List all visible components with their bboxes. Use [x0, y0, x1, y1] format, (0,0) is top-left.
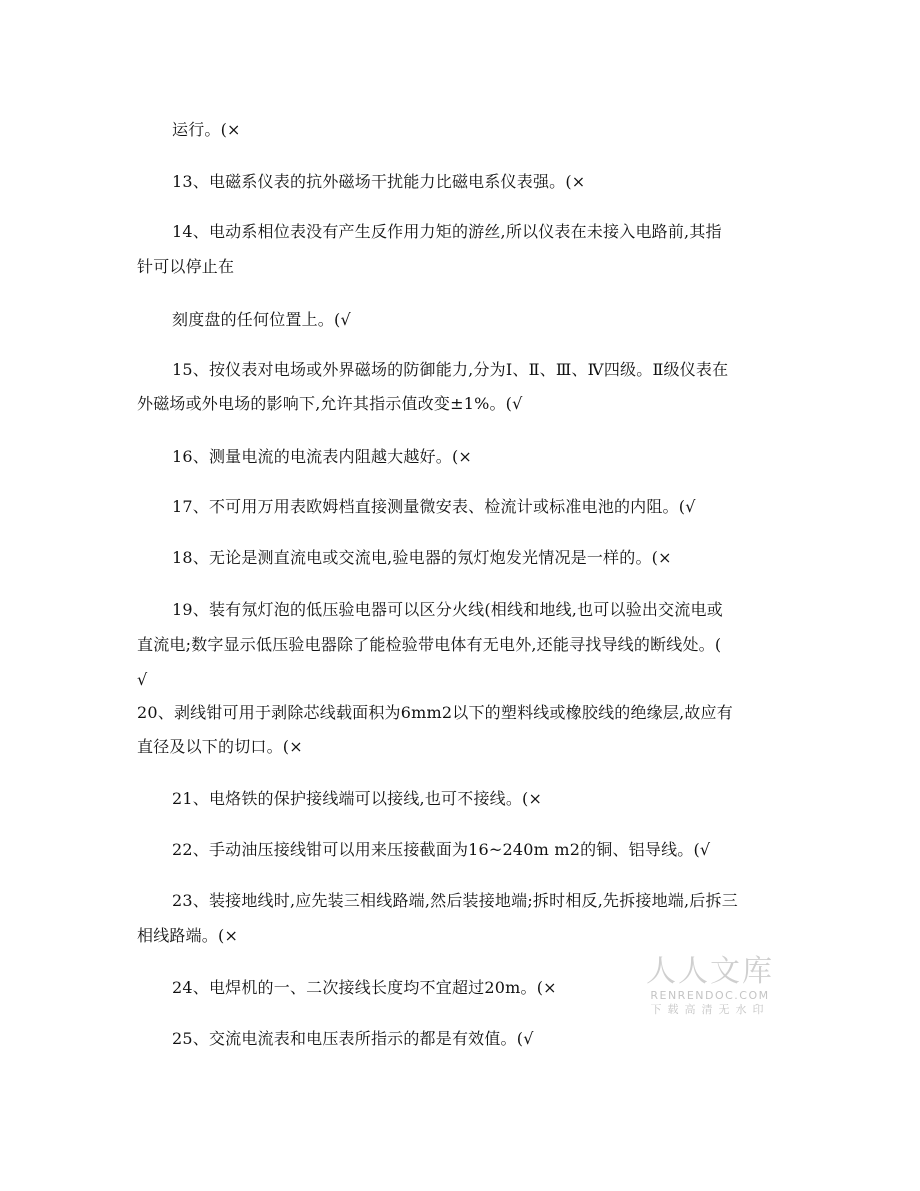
text-line-12: 直流电;数字显示低压验电器除了能检验带电体有无电外,还能寻找导线的断线处。( [137, 635, 722, 654]
text-line-9: 17、不可用万用表欧姆档直接测量微安表、检流计或标准电池的内阻。(√ [172, 497, 696, 516]
text-line-11: 19、装有氖灯泡的低压验电器可以区分火线(相线和地线,也可以验出交流电或 [172, 600, 723, 619]
watermark-logo [640, 955, 780, 1017]
text-line-13: √ [137, 670, 148, 689]
text-line-15: 直径及以下的切口。(× [137, 737, 303, 756]
watermark-url: RENRENDOC.COM [650, 989, 770, 1002]
text-line-16: 21、电烙铁的保护接线端可以接线,也可不接线。(× [172, 789, 543, 808]
watermark-slogan: 下载高清无水印 [650, 1003, 770, 1016]
text-line-17: 22、手动油压接线钳可以用来压接截面为16~240m m2的铜、铝导线。(√ [172, 840, 711, 859]
text-line-8: 16、测量电流的电流表内阻越大越好。(× [172, 447, 473, 466]
text-line-19: 相线路端。(× [137, 926, 239, 945]
text-line-3: 14、电动系相位表没有产生反作用力矩的游丝,所以仪表在未接入电路前,其指 [172, 222, 722, 241]
text-line-4: 针可以停止在 [137, 257, 235, 276]
text-line-1: 运行。(× [172, 120, 241, 139]
text-line-18: 23、装接地线时,应先装三相线路端,然后装接地端;拆时相反,先拆接地端,后拆三 [172, 891, 738, 910]
text-line-2: 13、电磁系仪表的抗外磁场干扰能力比磁电系仪表强。(× [172, 172, 586, 191]
text-line-14: 20、剥线钳可用于剥除芯线载面积为6mm2以下的塑料线或橡胶线的绝缘层,故应有 [137, 703, 733, 722]
text-line-21: 25、交流电流表和电压表所指示的都是有效值。(√ [172, 1029, 534, 1048]
text-line-5: 刻度盘的任何位置上。(√ [172, 310, 351, 329]
text-line-6: 15、按仪表对电场或外界磁场的防御能力,分为Ⅰ、Ⅱ、Ⅲ、Ⅳ四级。Ⅱ级仪表在 [172, 360, 729, 379]
watermark-title: 人人文库 [646, 954, 774, 989]
text-line-10: 18、无论是测直流电或交流电,验电器的氖灯炮发光情况是一样的。(× [172, 548, 672, 567]
text-line-20: 24、电焊机的一、二次接线长度均不宜超过20m。(× [172, 978, 557, 997]
text-line-7: 外磁场或外电场的影响下,允许其指示值改变±1%。(√ [137, 394, 523, 413]
